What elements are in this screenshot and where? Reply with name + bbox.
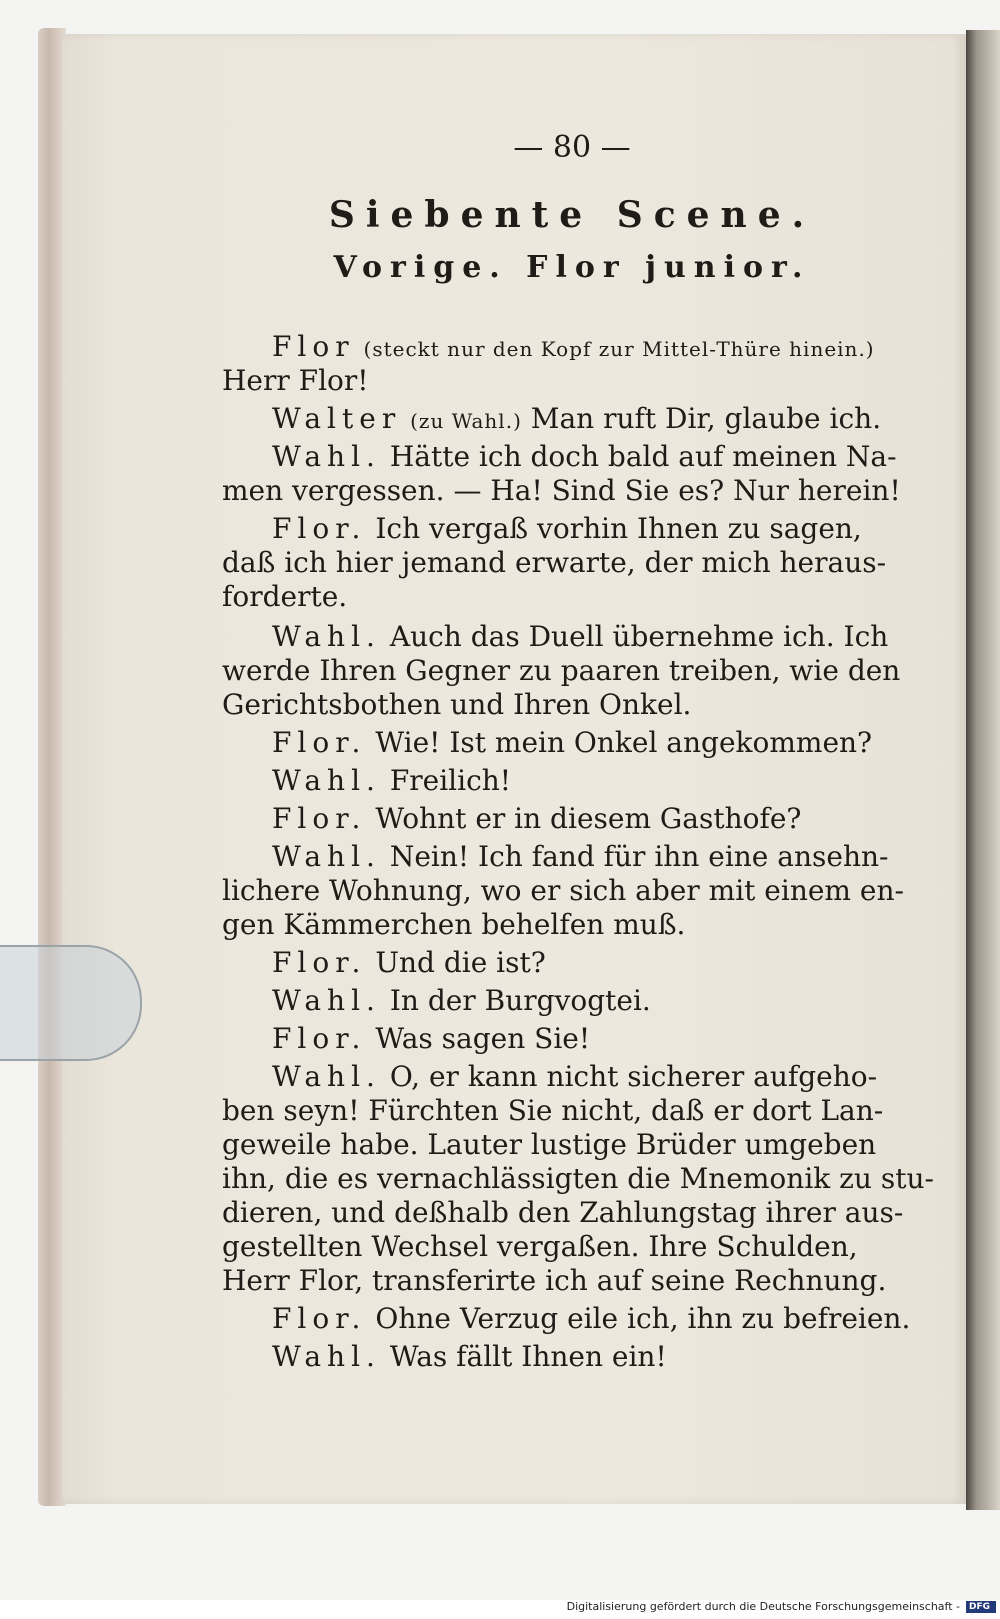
facing-page-strip (966, 30, 1000, 1510)
dialogue-line (222, 1162, 934, 1196)
spoken-text: ihn, die es vernachlässigten die Mnemonik zu stu- (222, 1162, 934, 1195)
speaker-name: Wahl. (272, 764, 381, 797)
speaker-name: Flor. (272, 946, 367, 979)
spoken-text: Wohnt er in diesem Gasthofe? (375, 802, 802, 835)
dialogue-line (222, 1196, 903, 1230)
dialogue-line (222, 1340, 667, 1374)
spoken-text: In der Burgvogtei. (389, 984, 651, 1017)
spoken-text: Gerichtsbothen und Ihren Onkel. (222, 688, 692, 721)
dialogue-line (222, 874, 904, 908)
spoken-text: Nein! Ich fand für ihn eine ansehn- (389, 840, 889, 873)
speaker-name: Walter (272, 402, 402, 435)
spoken-text: Man ruft Dir, glaube ich. (530, 402, 882, 435)
spoken-text: men vergessen. — Ha! Sind Sie es? Nur herein! (222, 474, 901, 507)
dialogue-line (222, 1128, 876, 1162)
dialogue-line (222, 580, 347, 614)
scene-title: Siebente Scene. (328, 194, 816, 236)
dialogue-line (222, 330, 875, 366)
speaker-name: Wahl. (272, 984, 381, 1017)
dialogue-line (222, 726, 872, 760)
dialogue-line (222, 1094, 883, 1128)
persons-line: Vorige. Flor junior. (333, 250, 811, 285)
dialogue-line (222, 840, 888, 874)
speaker-name: Flor. (272, 1302, 367, 1335)
stage-direction: (steckt nur den Kopf zur Mittel-Thüre hinein.) (363, 337, 875, 361)
dialogue-line (222, 984, 651, 1018)
spoken-text: werde Ihren Gegner zu paaren treiben, wie den (222, 654, 901, 687)
spoken-text: forderte. (222, 580, 348, 613)
speaker-name: Wahl. (272, 1340, 381, 1373)
scanner-clip (0, 945, 142, 1061)
spoken-text: Auch das Duell übernehme ich. Ich (389, 620, 889, 653)
dialogue-line (222, 474, 901, 508)
spoken-text: Ohne Verzug eile ich, ihn zu befreien. (375, 1302, 911, 1335)
dialogue-line (222, 1302, 910, 1336)
speaker-name: Flor (272, 330, 355, 363)
dialogue-line (222, 946, 546, 980)
spoken-text: O, er kann nicht sicherer aufgeho- (389, 1060, 878, 1093)
page-text (222, 130, 934, 1373)
dfg-logo: DFG (966, 1601, 996, 1613)
speaker-name: Flor. (272, 726, 367, 759)
spoken-text: Was fällt Ihnen ein! (389, 1340, 667, 1373)
dialogue-line (222, 908, 685, 942)
spoken-text: Ich vergaß vorhin Ihnen zu sagen, (375, 512, 862, 545)
stage-direction: (zu Wahl.) (410, 409, 522, 433)
spoken-text: ben seyn! Fürchten Sie nicht, daß er dort Lan- (222, 1094, 884, 1127)
dialogue-line (222, 802, 801, 836)
dialogue-line (222, 440, 897, 474)
spoken-text: gen Kämmerchen behelfen muß. (222, 908, 686, 941)
dialogue-line (222, 654, 900, 688)
dialogue-line (222, 688, 691, 722)
spoken-text: dieren, und deßhalb den Zahlungstag ihrer aus- (222, 1196, 904, 1229)
spoken-text: daß ich hier jemand erwarte, der mich heraus- (222, 546, 887, 579)
dialogue-line (222, 1264, 886, 1298)
spoken-text: Freilich! (389, 764, 512, 797)
speaker-name: Wahl. (272, 840, 381, 873)
dialogue-line (222, 364, 369, 398)
spoken-text: Was sagen Sie! (375, 1022, 591, 1055)
speaker-name: Flor. (272, 802, 367, 835)
footer-text: Digitalisierung gefördert durch die Deutsche Forschungsgemeinschaft - (566, 1600, 960, 1613)
dialogue-line (222, 764, 511, 798)
speaker-name: Wahl. (272, 440, 381, 473)
footer (0, 1600, 1000, 1619)
dialogue-line (222, 546, 886, 580)
spoken-text: geweile habe. Lauter lustige Brüder umgeben (222, 1128, 877, 1161)
dialogue-line (222, 512, 862, 546)
dialogue-line (222, 402, 881, 438)
spoken-text: Hätte ich doch bald auf meinen Na- (389, 440, 897, 473)
spoken-text: Herr Flor, transferirte ich auf seine Rechnung. (222, 1264, 887, 1297)
dialogue-line (222, 1230, 858, 1264)
spoken-text: Herr Flor! (222, 364, 369, 397)
spoken-text: gestellten Wechsel vergaßen. Ihre Schulden, (222, 1230, 858, 1263)
spoken-text: Und die ist? (375, 946, 546, 979)
speaker-name: Wahl. (272, 1060, 381, 1093)
speaker-name: Flor. (272, 1022, 367, 1055)
spoken-text: Wie! Ist mein Onkel angekommen? (375, 726, 873, 759)
speaker-name: Flor. (272, 512, 367, 545)
dialogue-line (222, 1060, 877, 1094)
page-number: — 80 — (513, 130, 631, 165)
dialogue-line (222, 620, 888, 654)
dialogue-line (222, 1022, 590, 1056)
spoken-text: lichere Wohnung, wo er sich aber mit einem en- (222, 874, 904, 907)
speaker-name: Wahl. (272, 620, 381, 653)
